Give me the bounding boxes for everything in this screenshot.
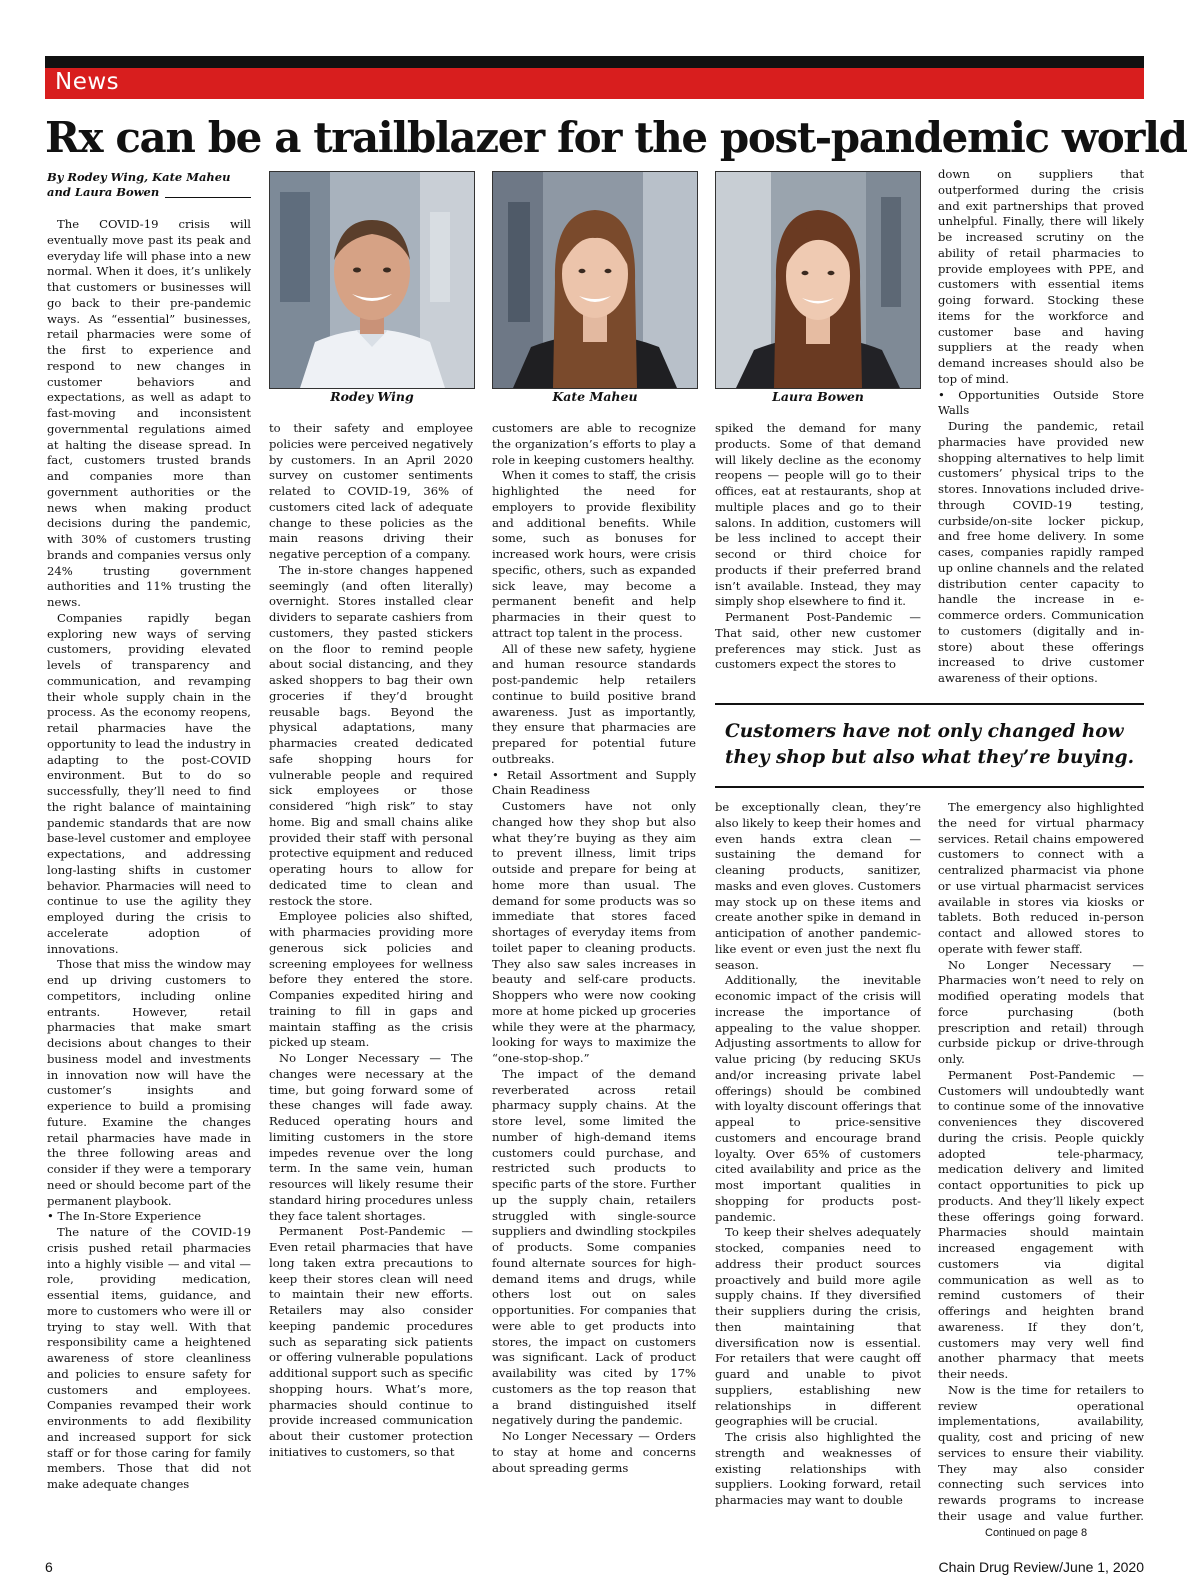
photo-caption: Kate Maheu: [552, 389, 638, 404]
subhead: • The In-Store Experience: [47, 1209, 202, 1224]
photo-rodey-wing: [269, 171, 475, 389]
article-column-4-bottom: [715, 800, 921, 1545]
paragraph: Those that miss the window may end up driving customers to competitors, including online entrants. However, retail pharmacies that make smart decisions about changes to their business model and investments in innovation now will have the customer’s insights and experience to build a promising future. Examine the changes retail pharmacies have made in the three following areas and consider if they were a temporary need or should become part of the permanent playbook.: [47, 957, 251, 1208]
paragraph: When it comes to staff, the crisis highlighted the need for employers to provide flexibility and additional benefits. While some, such as bonuses for increased work hours, were crisis specific, others, such as expanded sick leave, may become a permanent benefit and help pharmacies in their quest to attract top talent in the process.: [492, 468, 696, 640]
paragraph: The in-store changes happened seemingly (and often literally) overnight. Stores installed clear dividers to separate cashiers from customers, they pasted stickers on the floor to remind people about social distancing, and they asked shoppers to bag their own groceries if they’d brought reusable bags. Beyond the physical adaptations, many pharmacies created dedicated safe shopping hours for vulnerable people and required sick employees or those considered “high risk” to stay home. Big and small chains alike provided their staff with personal protective equipment and reduced operating hours to allow for dedicated time to clean and restock the store.: [269, 562, 473, 908]
paragraph: spiked the demand for many products. Some of that demand will likely decline as the economy reopens — people will go to their offices, eat at restaurants, shop at multiple places and go to their salons. In addition, customers will be less inclined to accept their second or third choice for products if their preferred brand isn’t available. Instead, they may simply shop elsewhere to find it.: [715, 421, 921, 609]
photo-caption: Laura Bowen: [772, 389, 864, 404]
pull-quote-box: [715, 703, 1144, 788]
paragraph: No Longer Necessary — Orders to stay at home and concerns about spreading germs: [492, 1429, 696, 1475]
subhead: • Opportunities Outside Store Walls: [938, 387, 1144, 418]
paragraph: to their safety and employee policies were perceived negatively by customers. In an April 2020 survey on customer sentiments related to COVID-19, 36% of customers cited lack of adequate change to these policies as the main reasons driving their negative perception of a company.: [269, 421, 473, 561]
paragraph: Companies rapidly began exploring new ways of serving customers, providing elevated levels of transparency and communication, and revamping their whole supply chain in the process. As the economy reopens, retail pharmacies have the opportunity to lead the industry in adapting to the post-COVID environment. But to do so successfully, they’ll need to find the right balance of maintaining pandemic standards that are now base-level customer and employee expectations, and addressing long-lasting shifts in customer behavior. Pharmacies will need to continue to use the agility they employed during the crisis to accelerate adoption of innovations.: [47, 610, 251, 956]
article-column-5-top: [938, 167, 1144, 693]
page-number: 6: [45, 1559, 53, 1575]
top-black-rule: [45, 56, 1144, 68]
article-column-1: [47, 217, 251, 1545]
paragraph: be exceptionally clean, they’re also likely to keep their homes and even hands extra clean — sustaining the demand for cleaning products, sanitizer, masks and even gloves. Customers may stock up on these items and create another spike in demand in anticipation of another pandemic-like event or even just the next flu season.: [715, 800, 921, 972]
byline: By Rodey Wing, Kate Maheu and Laura Bowen: [47, 170, 231, 199]
paragraph: Employee policies also shifted, with pharmacies providing more generous sick policies and screening employees for wellness before they entered the store. Companies expedited hiring and training to fill in gaps and maintain staffing as the crisis picked up steam.: [269, 909, 473, 1050]
paragraph: Permanent Post-Pandemic — Customers will undoubtedly want to continue some of the innovative conveniences they discovered during the crisis. People quickly adopted tele-pharmacy, medication delivery and limited contact opportunities to pick up products. And they’ll likely expect these offerings going forward. Pharmacies should maintain increased engagement with customers via digital communication as well as to remind customers of their offerings and heighten brand awareness. If they don’t, customers may very well find another pharmacy that meets their needs.: [938, 1067, 1144, 1381]
pull-quote: Customers have not only changed how they shop but also what they’re buying.: [725, 721, 1135, 768]
paragraph: No Longer Necessary — The changes were necessary at the time, but going forward some of these changes will fade away. Reduced operating hours and limiting customers in the store impedes revenue over the long term. In the same vein, human resources will likely resume their standard hiring procedures unless they face talent shortages.: [269, 1051, 473, 1223]
paragraph: During the pandemic, retail pharmacies have provided new shopping alternatives to help limit customers’ physical trips to the stores. Innovations included drive-through COVID-19 testing, curbside/on-site locker pickup, and free home delivery. In some cases, companies rapidly ramped up online channels and the related distribution center capacity to handle the increase in e-commerce orders. Communication to customers (digitally and in-store) about these offerings increased to drive customer awareness of their options.: [938, 419, 1144, 685]
headline: Rx can be a trailblazer for the post-pandemic world: [45, 113, 1187, 162]
continued-link[interactable]: Continued on page 8: [985, 1527, 1088, 1539]
byline-rule: [165, 197, 251, 198]
paragraph: Permanent Post-Pandemic — That said, other new customer preferences may stick. Just as customers expect the stores to: [715, 610, 921, 672]
paragraph: To keep their shelves adequately stocked, companies need to address their product sources proactively and build more agile supply chains. If they diversified their suppliers during the crisis, then maintaining that diversification now is essential. For retailers that were caught off guard and unable to pivot suppliers, establishing new relationships in different geographies will be crucial.: [715, 1225, 921, 1429]
paragraph: customers are able to recognize the organization’s efforts to play a role in keeping customers healthy.: [492, 421, 696, 467]
paragraph: The impact of the demand reverberated across retail pharmacy supply chains. At the store level, some limited the number of high-demand items customers could purchase, and restricted such products to specific parts of the store. Further up the supply chain, retailers struggled with single-source suppliers and dwindling stockpiles of products. Some companies found alternate sources for high-demand items and drugs, while others lost out on sales opportunities. For companies that were able to get products into stores, the impact on customers was significant. Lack of product availability was cited by 17% customers as the top reason that a brand distinguished itself negatively during the pandemic.: [492, 1066, 696, 1428]
article-column-4-top: [715, 421, 921, 693]
paragraph: Additionally, the inevitable economic impact of the crisis will increase the importance of appealing to the value shopper. Adjusting assortments to allow for value pricing (by reducing SKUs and/or increasing private label offerings) should be combined with loyalty discount offerings that appeal to price-sensitive customers and encourage brand loyalty. Over 65% of customers cited availability and price as the most important qualities in shopping for products post-pandemic.: [715, 973, 921, 1224]
photo-laura-bowen: [715, 171, 921, 389]
paragraph: The COVID-19 crisis will eventually move past its peak and everyday life will phase into a new normal. When it does, it’s unlikely that customers or businesses will go back to their pre-pandemic ways. As “essential” businesses, retail pharmacies were some of the first to experience and respond to new changes in customer behaviors and expectations, as well as adapt to fast-moving and inconsistent governmental regulations aimed at halting the disease spread. In fact, customers trusted brands and companies more than government authorities or the news when making product decisions during the pandemic, with 30% of customers trusting brands and companies versus only 24% trusting government authorities and 11% trusting the news.: [47, 217, 251, 609]
paragraph: Customers have not only changed how they shop but also what they’re buying as they aim to prevent illness, limit trips outside and prepare for being at home more than usual. The demand for some products was so immediate that stores faced shortages of everyday items from toilet paper to cleaning products. They also saw sales increases in beauty and self-care products. Shoppers who were now cooking more at home picked up groceries while they were at the pharmacy, looking for ways to maximize the “one-stop-shop.”: [492, 799, 696, 1065]
article-column-3: [492, 421, 696, 1545]
article-column-5-bottom: [938, 800, 1144, 1524]
section-banner: [45, 68, 1144, 99]
paragraph: No Longer Necessary — Pharmacies won’t need to rely on modified operating models that force purchasing (both prescription and retail) through curbside pickup or drive-through only.: [938, 957, 1144, 1066]
paragraph: All of these new safety, hygiene and human resource standards post-pandemic help retailers continue to build positive brand awareness. Just as importantly, they ensure that pharmacies are prepared for potential future outbreaks.: [492, 641, 696, 766]
article-column-2: [269, 421, 473, 1545]
paragraph: The emergency also highlighted the need for virtual pharmacy services. Retail chains empowered customers to connect with a centralized pharmacist via phone or use virtual pharmacist services available in stores via kiosks or tablets. Both reduced in-person contact and allowed stores to operate with fewer staff.: [938, 800, 1144, 956]
section-label: News: [55, 69, 120, 95]
photo-caption: Rodey Wing: [330, 389, 414, 404]
subhead: • Retail Assortment and Supply Chain Readiness: [492, 767, 696, 798]
paragraph: down on suppliers that outperformed during the crisis and exit partnerships that proved unhelpful. Finally, there will likely be increased scrutiny on the ability of retail pharmacies to provide employees with PPE, and customers with essential items going forward. Stocking these items for the workforce and customer base and having suppliers at the ready when demand increases should also be top of mind.: [938, 167, 1144, 386]
paragraph: The nature of the COVID-19 crisis pushed retail pharmacies into a highly visible — and vital — role, providing medication, essential items, guidance, and more to customers who were ill or trying to stay well. With that responsibility came a heightened awareness of store cleanliness and policies to ensure safety for customers and employees. Companies revamped their work environments to add flexibility and increased support for sick staff or for those caring for family members. Those that did not make adequate changes: [47, 1225, 251, 1491]
footer-publication: Chain Drug Review/June 1, 2020: [938, 1559, 1144, 1575]
photo-kate-maheu: [492, 171, 698, 389]
paragraph: Permanent Post-Pandemic — Even retail pharmacies that have long taken extra precautions to keep their stores clean will need to maintain their new efforts. Retailers may also consider keeping pandemic procedures such as separating sick patients or offering vulnerable populations additional support such as specific shopping hours. What’s more, pharmacies should continue to provide increased communication about their customer protection initiatives to customers, so that: [269, 1224, 473, 1459]
paragraph: Now is the time for retailers to review operational implementations, availability, quality, cost and pricing of new services to ensure their viability. They may also consider connecting such services into rewards programs to increase their usage and value further.: [938, 1382, 1144, 1523]
paragraph: The crisis also highlighted the strength and weaknesses of existing relationships with suppliers. Looking forward, retail pharmacies may want to double: [715, 1430, 921, 1507]
